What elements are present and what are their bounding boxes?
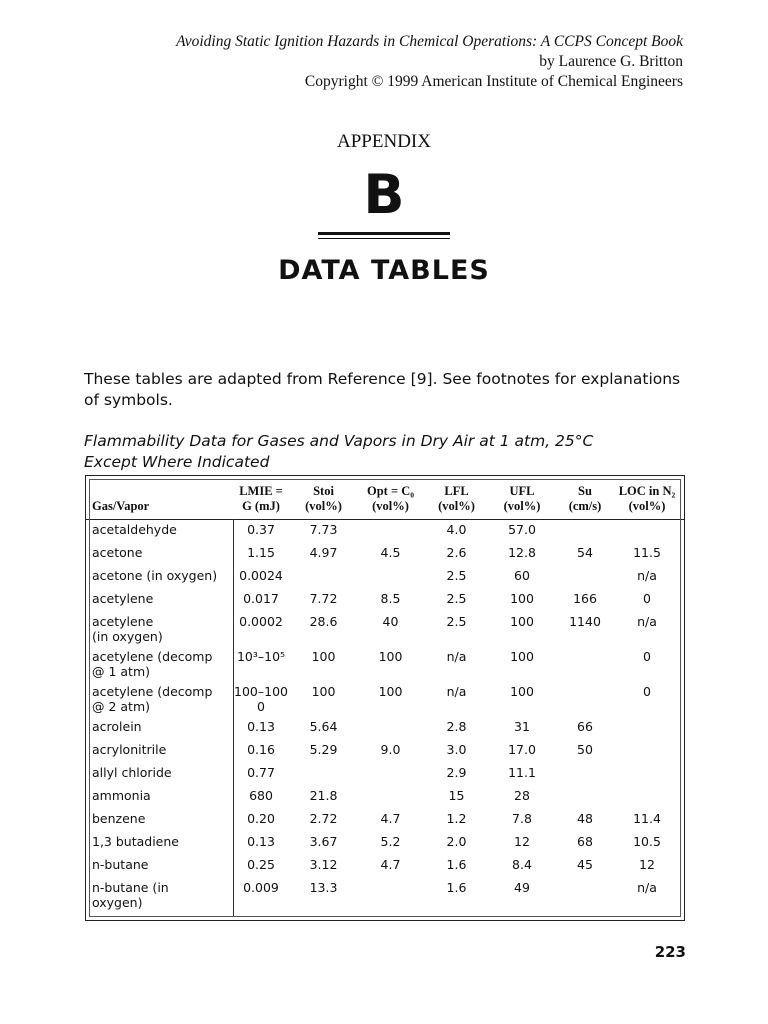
cell-loc: 0 [643,684,651,699]
cell-lfl: n/a [446,684,467,699]
cell-line: 0.009 [243,880,279,895]
cell-stoi: 7.73 [309,522,338,537]
header-line: LMIE = [239,484,283,498]
cell-ufl: 100 [510,649,534,664]
header-line: (vol%) [305,499,342,513]
cell-line: acetylene [92,591,154,606]
header-line: (vol%) [628,499,666,513]
cell-loc: 10.5 [633,834,661,849]
title-rule-thin [318,238,450,239]
cell-line: 0.0002 [239,614,283,629]
cell-lmie [231,788,291,803]
header-line: (vol%) [372,499,409,513]
cell-gas-vapor [92,568,232,583]
cell-opt: 9.0 [380,742,401,757]
cell-line: 0.0024 [239,568,283,583]
cell-lmie [231,614,291,629]
header-line: Stoi [313,484,334,498]
author-line: by Laurence G. Britton [539,53,683,70]
appendix-letter: B [363,163,405,226]
cell-lmie [231,880,291,895]
cell-stoi: 100 [311,649,336,664]
header-lmie [231,484,291,514]
header-line: UFL [509,484,535,498]
cell-loc: 12 [639,857,655,872]
intro-paragraph: These tables are adapted from Reference [9]. See footnotes for explanations of symbols. [84,370,681,409]
cell-lfl: 15 [448,788,465,803]
cell-gas-vapor [92,522,232,537]
cell-lmie [231,649,291,664]
cell-lfl: 2.5 [446,591,467,606]
cell-stoi: 5.64 [309,719,338,734]
page-header [176,32,683,92]
cell-opt: 100 [378,684,403,699]
cell-lmie [231,742,291,757]
cell-line: 0.77 [247,765,275,780]
cell-ufl: 17.0 [508,742,536,757]
cell-lfl: 2.9 [446,765,467,780]
cell-lfl: n/a [446,649,467,664]
cell-line: 1,3 butadiene [92,834,179,849]
cell-ufl: 100 [510,614,534,629]
cell-su: 45 [577,857,593,872]
cell-gas-vapor [92,591,232,606]
cell-lfl: 4.0 [446,522,467,537]
cell-stoi: 4.97 [309,545,338,560]
cell-ufl: 28 [514,788,530,803]
cell-line: ammonia [92,788,151,803]
cell-line: @ 2 atm) [92,699,151,714]
cell-line: (in oxygen) [92,629,163,644]
cell-line: 0.37 [247,522,275,537]
cell-line: acetone [92,545,143,560]
cell-stoi: 100 [311,684,336,699]
cell-stoi: 7.72 [309,591,338,606]
cell-loc: 0 [643,649,651,664]
cell-line: 0.16 [247,742,275,757]
cell-ufl: 8.4 [512,857,532,872]
header-line: Gas/Vapor [92,499,150,513]
cell-loc: 11.5 [633,545,661,560]
cell-line: 0.13 [247,719,275,734]
table-caption-line2: Except Where Indicated [84,453,270,471]
cell-lfl: 1.6 [446,857,467,872]
cell-lmie [231,568,291,583]
cell-su: 54 [577,545,593,560]
cell-ufl: 100 [510,591,534,606]
cell-stoi: 21.8 [309,788,338,803]
cell-stoi: 3.67 [309,834,338,849]
cell-lmie [231,684,291,714]
header-line: Su [578,484,592,498]
header-loc [614,484,680,514]
cell-stoi: 5.29 [309,742,338,757]
cell-line: acetone (in oxygen) [92,568,218,583]
cell-opt: 4.7 [380,811,401,826]
cell-line: 680 [249,788,273,803]
cell-ufl: 60 [514,568,530,583]
title-rule-thick [318,232,450,235]
book-title: Avoiding Static Ignition Hazards in Chemical Operations: A CCPS Concept Book [176,33,683,50]
cell-lfl: 2.8 [446,719,467,734]
cell-lfl: 2.0 [446,834,467,849]
cell-lmie [231,719,291,734]
header-line: G (mJ) [242,499,280,513]
cell-ufl: 100 [510,684,534,699]
cell-su: 66 [577,719,593,734]
cell-line: 0.20 [247,811,275,826]
flammability-table [85,475,685,921]
header-lfl [424,484,489,514]
cell-su: 48 [577,811,593,826]
cell-gas-vapor [92,614,232,644]
cell-ufl: 7.8 [512,811,532,826]
table-caption-line1: Flammability Data for Gases and Vapors in Dry Air at 1 atm, 25°C [84,432,594,450]
cell-line: 0 [257,699,265,714]
cell-lmie [231,591,291,606]
cell-line: 10³–10⁵ [236,649,286,664]
header-su [555,484,615,514]
header-line: Opt = C₀ [367,484,414,498]
header-line: (cm/s) [568,499,602,513]
cell-ufl: 12.8 [508,545,536,560]
copyright-line: Copyright © 1999 American Institute of Chemical Engineers [304,73,683,90]
header-line: (vol%) [503,499,541,513]
cell-lfl: 2.5 [446,568,467,583]
table-caption [84,431,694,473]
header-opt [358,484,423,514]
cell-opt: 100 [378,649,403,664]
cell-lfl: 2.6 [446,545,467,560]
header-stoi [291,484,356,514]
cell-lmie [231,522,291,537]
header-line: LOC in N₂ [618,484,676,498]
cell-line: acetaldehyde [92,522,177,537]
cell-line: acetylene (decomp [92,684,213,699]
cell-loc: n/a [637,614,657,629]
cell-line: n-butane [92,857,149,872]
cell-su: 1140 [569,614,601,629]
cell-opt: 4.7 [380,857,401,872]
appendix-label: APPENDIX [337,131,431,152]
cell-opt: 4.5 [380,545,401,560]
cell-gas-vapor [92,649,232,679]
cell-lmie [231,834,291,849]
header-line: (vol%) [438,499,475,513]
cell-stoi: 3.12 [309,857,338,872]
cell-stoi: 28.6 [309,614,338,629]
cell-lmie [231,811,291,826]
cell-line: acetylene (decomp [92,649,213,664]
cell-su: 50 [577,742,593,757]
table-header-row [86,476,684,520]
cell-gas-vapor [92,880,232,910]
header-ufl [489,484,555,514]
cell-gas-vapor [92,684,232,714]
cell-gas-vapor [92,857,232,872]
cell-gas-vapor [92,719,232,734]
cell-ufl: 11.1 [508,765,536,780]
cell-gas-vapor [92,765,232,780]
cell-lfl: 2.5 [446,614,467,629]
cell-line: benzene [92,811,146,826]
cell-lfl: 3.0 [446,742,467,757]
cell-line: acetylene [92,614,154,629]
cell-line: @ 1 atm) [92,664,151,679]
section-title: DATA TABLES [278,255,490,286]
cell-lmie [231,765,291,780]
cell-line: 1.15 [247,545,275,560]
cell-ufl: 49 [514,880,530,895]
cell-su: 166 [573,591,597,606]
cell-opt: 8.5 [380,591,401,606]
cell-loc: 0 [643,591,651,606]
cell-gas-vapor [92,742,232,757]
cell-gas-vapor [92,811,232,826]
page-number: 223 [654,943,686,961]
cell-opt: 5.2 [380,834,401,849]
cell-lmie [231,545,291,560]
cell-gas-vapor [92,545,232,560]
cell-gas-vapor [92,834,232,849]
cell-su: 68 [577,834,593,849]
cell-loc: 11.4 [633,811,661,826]
cell-gas-vapor [92,788,232,803]
cell-stoi: 2.72 [309,811,338,826]
header-gas-vapor [92,499,232,514]
cell-line: 0.017 [243,591,279,606]
cell-line: 0.25 [247,857,275,872]
cell-stoi: 13.3 [309,880,338,895]
cell-line: 100–100 [234,684,288,699]
header-line: LFL [444,484,469,498]
cell-loc: n/a [637,880,657,895]
cell-lfl: 1.2 [446,811,467,826]
cell-ufl: 57.0 [508,522,536,537]
cell-lmie [231,857,291,872]
cell-line: acrolein [92,719,142,734]
cell-lfl: 1.6 [446,880,467,895]
cell-line: oxygen) [92,895,143,910]
cell-loc: n/a [637,568,657,583]
cell-line: 0.13 [247,834,275,849]
cell-opt: 40 [382,614,399,629]
cell-ufl: 12 [514,834,530,849]
cell-ufl: 31 [514,719,530,734]
cell-line: n-butane (in [92,880,169,895]
cell-line: acrylonitrile [92,742,167,757]
cell-line: allyl chloride [92,765,172,780]
